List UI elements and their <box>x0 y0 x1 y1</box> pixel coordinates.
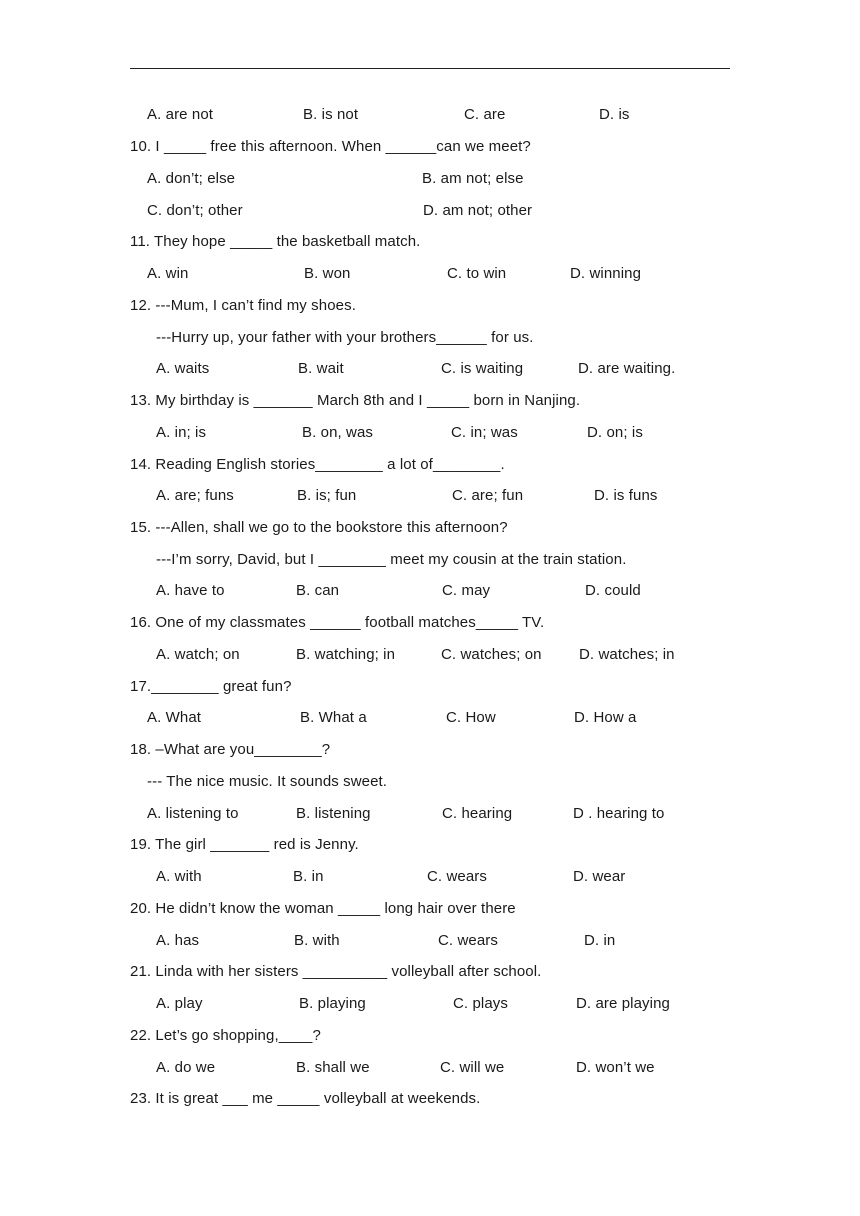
q11-option-a: A. win <box>147 265 189 282</box>
q12-option-c: C. is waiting <box>441 360 524 377</box>
q10-option-b: B. am not; else <box>422 170 524 187</box>
q11-option-d: D. winning <box>570 265 642 282</box>
q14-stem: 14. Reading English stories________ a lot of________. <box>130 456 505 473</box>
header-rule <box>130 68 730 69</box>
q10-stem: 10. I _____ free this afternoon. When ______can we meet? <box>130 138 531 155</box>
q20-stem: 20. He didn’t know the woman _____ long hair over there <box>130 900 516 917</box>
q18-option-b: B. listening <box>296 805 371 822</box>
q15-stem-reply: ---I’m sorry, David, but I ________ meet my cousin at the train station. <box>156 551 627 568</box>
q22-option-d: D. won’t we <box>576 1059 655 1076</box>
q18-stem: 18. –What are you________? <box>130 741 331 758</box>
q12-option-a: A. waits <box>156 360 210 377</box>
q15-option-b: B. can <box>296 582 340 599</box>
q11-option-c: C. to win <box>447 265 507 282</box>
q18-stem-reply: --- The nice music. It sounds sweet. <box>147 773 388 790</box>
q16-option-a: A. watch; on <box>156 646 240 663</box>
q15-option-c: C. may <box>442 582 491 599</box>
q21-option-b: B. playing <box>299 995 366 1012</box>
q20-option-c: C. wears <box>438 932 498 949</box>
q22-option-a: A. do we <box>156 1059 216 1076</box>
q23-stem: 23. It is great ___ me _____ volleyball at weekends. <box>130 1090 481 1107</box>
q19-option-c: C. wears <box>427 868 487 885</box>
q9-option-a: A. are not <box>147 106 214 123</box>
q21-option-d: D. are playing <box>576 995 670 1012</box>
q21-option-a: A. play <box>156 995 203 1012</box>
q16-stem: 16. One of my classmates ______ football matches_____ TV. <box>130 614 545 631</box>
q11-stem: 11. They hope _____ the basketball match. <box>130 233 421 250</box>
q17-option-a: A. What <box>147 709 202 726</box>
q20-option-b: B. with <box>294 932 340 949</box>
q9-option-b: B. is not <box>303 106 359 123</box>
q17-option-c: C. How <box>446 709 496 726</box>
q9-option-d: D. is <box>599 106 630 123</box>
q9-option-c: C. are <box>464 106 506 123</box>
q13-option-d: D. on; is <box>587 424 643 441</box>
q17-option-b: B. What a <box>300 709 367 726</box>
q13-stem: 13. My birthday is _______ March 8th and I _____ born in Nanjing. <box>130 392 581 409</box>
q16-option-c: C. watches; on <box>441 646 542 663</box>
q15-option-a: A. have to <box>156 582 225 599</box>
q17-stem: 17.________ great fun? <box>130 678 292 695</box>
q19-stem: 19. The girl _______ red is Jenny. <box>130 836 359 853</box>
q16-option-b: B. watching; in <box>296 646 396 663</box>
q19-option-a: A. with <box>156 868 202 885</box>
q22-option-b: B. shall we <box>296 1059 370 1076</box>
q15-stem: 15. ---Allen, shall we go to the bookstore this afternoon? <box>130 519 508 536</box>
q12-stem: 12. ---Mum, I can’t find my shoes. <box>130 297 356 314</box>
q21-option-c: C. plays <box>453 995 508 1012</box>
q18-option-c: C. hearing <box>442 805 513 822</box>
q13-option-a: A. in; is <box>156 424 207 441</box>
q10-option-a: A. don’t; else <box>147 170 236 187</box>
q11-option-b: B. won <box>304 265 351 282</box>
q21-stem: 21. Linda with her sisters __________ volleyball after school. <box>130 963 542 980</box>
q20-option-a: A. has <box>156 932 200 949</box>
q15-option-d: D. could <box>585 582 641 599</box>
q17-option-d: D. How a <box>574 709 637 726</box>
q22-stem: 22. Let’s go shopping,____? <box>130 1027 321 1044</box>
q13-option-c: C. in; was <box>451 424 518 441</box>
q16-option-d: D. watches; in <box>579 646 675 663</box>
q10-option-c: C. don’t; other <box>147 202 243 219</box>
q14-option-d: D. is funs <box>594 487 658 504</box>
q20-option-d: D. in <box>584 932 616 949</box>
q14-option-c: C. are; fun <box>452 487 524 504</box>
q12-option-d: D. are waiting. <box>578 360 676 377</box>
q14-option-a: A. are; funs <box>156 487 234 504</box>
q19-option-d: D. wear <box>573 868 626 885</box>
q10-option-d: D. am not; other <box>423 202 533 219</box>
q19-option-b: B. in <box>293 868 324 885</box>
q18-option-a: A. listening to <box>147 805 239 822</box>
q13-option-b: B. on, was <box>302 424 374 441</box>
q14-option-b: B. is; fun <box>297 487 357 504</box>
q22-option-c: C. will we <box>440 1059 505 1076</box>
q12-stem-reply: ---Hurry up, your father with your brothers______ for us. <box>156 329 534 346</box>
q12-option-b: B. wait <box>298 360 344 377</box>
q18-option-d: D . hearing to <box>573 805 665 822</box>
